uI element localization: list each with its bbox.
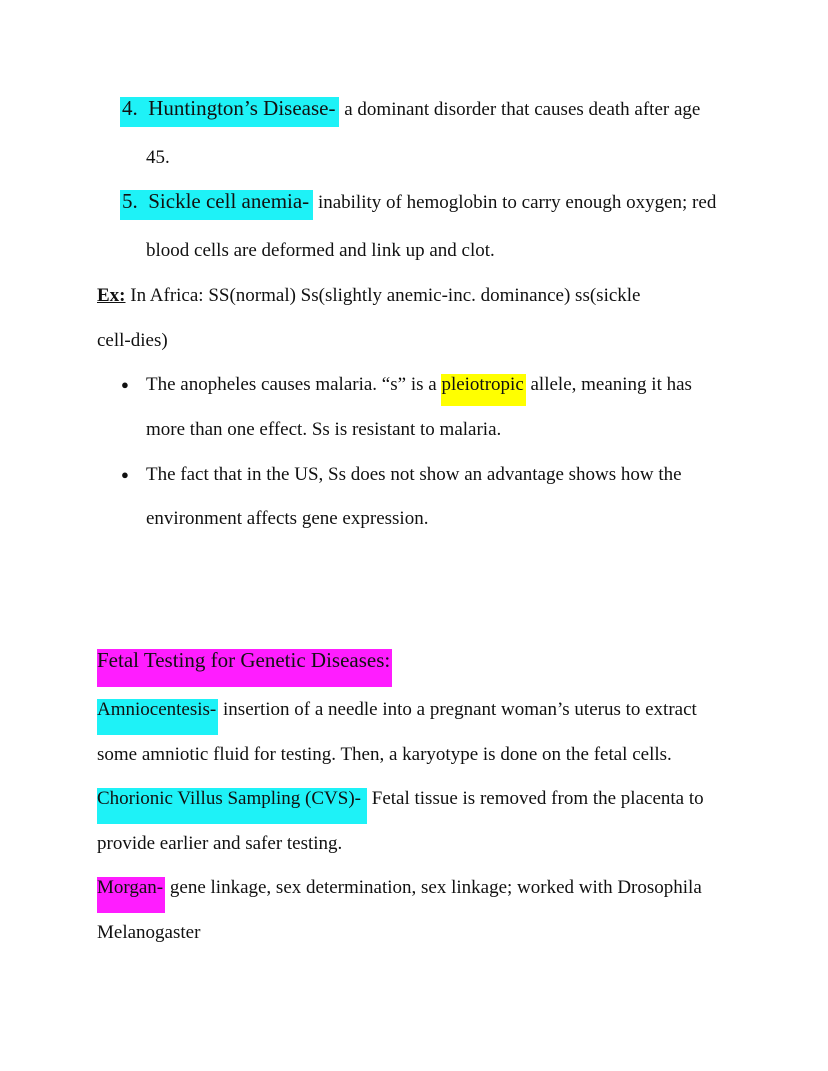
cvs-text: Fetal tissue is removed from the placenta to <box>367 788 704 809</box>
bullet-2-continuation: environment affects gene expression. <box>146 508 429 529</box>
list-number-5: 5. <box>122 189 138 213</box>
bullet-dot-1: ● <box>121 377 129 392</box>
example-line <box>97 285 641 307</box>
bullet-1-continuation: more than one effect. Ss is resistant to malaria. <box>146 419 502 440</box>
pleiotropic-highlight: pleiotropic <box>441 374 525 406</box>
example-continuation: cell-dies) <box>97 330 168 351</box>
sickle-cell-text: inability of hemoglobin to carry enough oxygen; red <box>313 192 717 213</box>
sickle-cell-term-highlight <box>120 190 313 220</box>
list-number-4: 4. <box>122 96 138 120</box>
cvs-term: Chorionic Villus Sampling (CVS)- <box>97 788 367 824</box>
amniocentesis-term: Amniocentesis- <box>97 699 218 735</box>
amniocentesis-line <box>97 699 697 721</box>
sickle-cell-term: Sickle cell anemia- <box>148 189 310 213</box>
example-text: In Africa: SS(normal) Ss(slightly anemic-inc. dominance) ss(sickle <box>125 285 641 306</box>
morgan-term: Morgan- <box>97 877 165 913</box>
example-label: Ex: <box>97 285 126 306</box>
huntingtons-term-highlight <box>120 97 339 127</box>
bullet-1-before: The anopheles causes malaria. “s” is a <box>146 374 442 395</box>
sickle-cell-continuation: blood cells are deformed and link up and clot. <box>146 240 495 261</box>
morgan-text: gene linkage, sex determination, sex linkage; worked with Drosophila <box>165 877 702 898</box>
morgan-continuation: Melanogaster <box>97 922 201 943</box>
amniocentesis-continuation: some amniotic fluid for testing. Then, a karyotype is done on the fetal cells. <box>97 744 672 765</box>
list-item-huntingtons <box>120 97 700 127</box>
cvs-continuation: provide earlier and safer testing. <box>97 833 343 854</box>
bullet-dot-2: ● <box>121 467 129 482</box>
section-heading <box>97 649 392 687</box>
list-item-sickle-cell <box>120 190 716 220</box>
bullet-1-after: allele, meaning it has <box>525 374 692 395</box>
bullet-item-malaria <box>146 374 692 396</box>
amniocentesis-text: insertion of a needle into a pregnant woman’s uterus to extract <box>218 699 697 720</box>
morgan-line <box>97 877 702 899</box>
huntingtons-continuation: 45. <box>146 147 170 168</box>
huntingtons-term: Huntington’s Disease- <box>148 96 336 120</box>
huntingtons-text: a dominant disorder that causes death after age <box>339 99 701 120</box>
cvs-line <box>97 788 704 810</box>
bullet-item-us-advantage: The fact that in the US, Ss does not show an advantage shows how the <box>146 464 682 485</box>
fetal-testing-heading: Fetal Testing for Genetic Diseases: <box>97 649 392 687</box>
